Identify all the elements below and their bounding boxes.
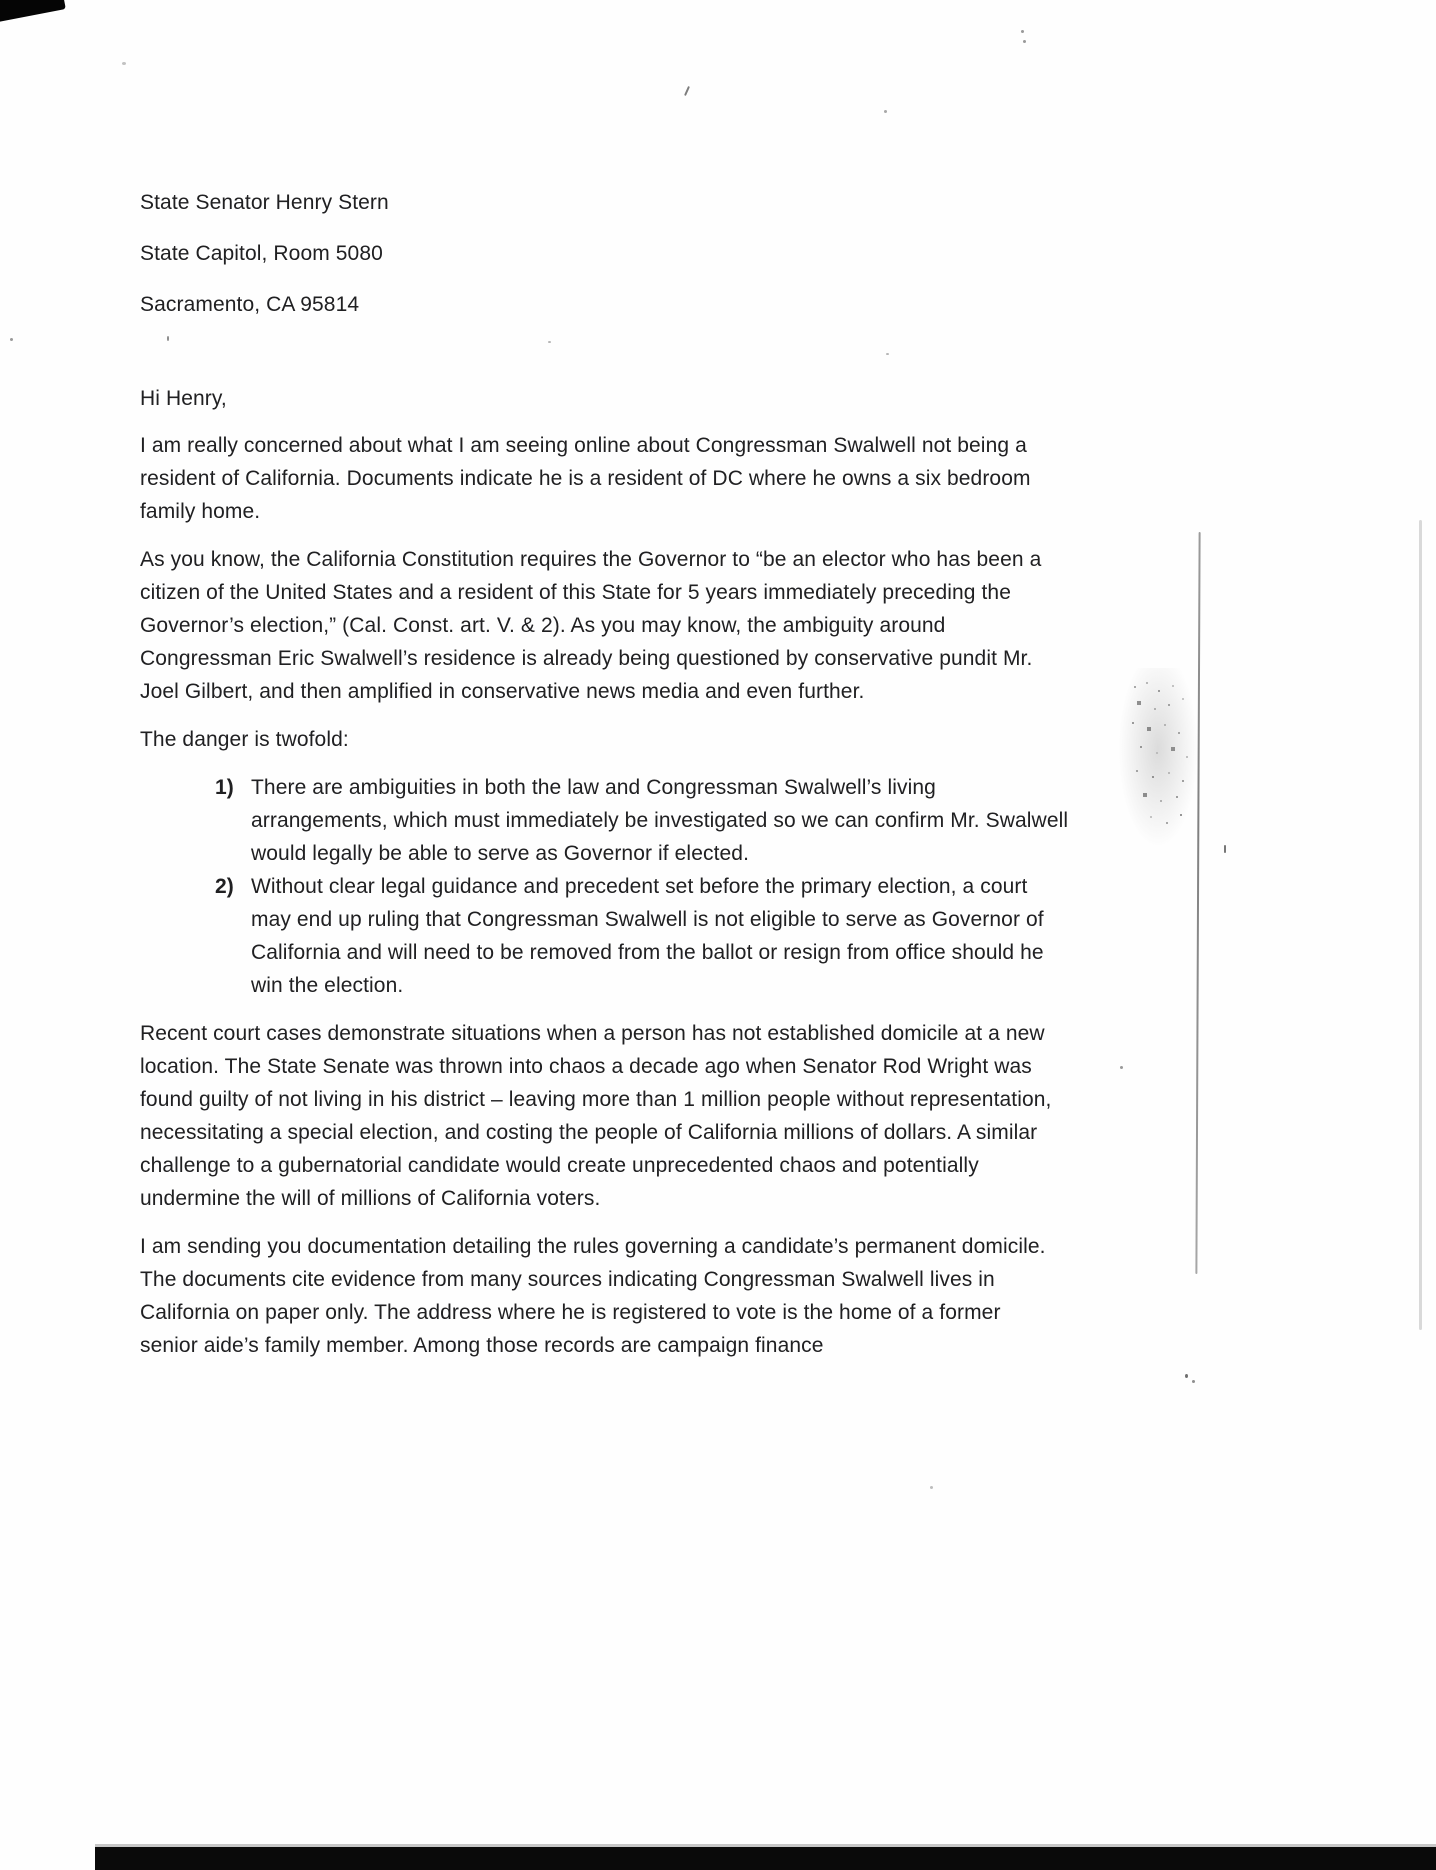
scan-noise-smudge: [1118, 668, 1198, 848]
scan-artifact-right-scratch: [1195, 532, 1200, 1274]
scan-speck: [122, 62, 126, 65]
recipient-name: State Senator Henry Stern: [140, 191, 389, 214]
list-item-1: [215, 771, 1070, 870]
list-item-2-text: Without clear legal guidance and precedent set before the primary election, a court may end up ruling that Congressman Swalwell is not eligible to serve as Governor of California and will need to be removed from the ballot or resign from office should he win the election.: [251, 875, 1044, 997]
scan-speck: [884, 110, 887, 113]
recipient-address-line: State Capitol, Room 5080: [140, 242, 383, 265]
scan-speck: [10, 338, 13, 341]
scan-speck: [1224, 845, 1226, 853]
scan-artifact-bottom-bar-shadow: [95, 1844, 1436, 1847]
scan-artifact-tick: [684, 86, 690, 96]
list-item-2: [215, 870, 1070, 1002]
scan-noise-dots: [1128, 678, 1130, 680]
recipient-city-state-zip: Sacramento, CA 95814: [140, 293, 360, 316]
scan-speck: [1120, 1066, 1123, 1069]
scan-speck: [1185, 1374, 1188, 1378]
scan-artifact-top-left-blob: [0, 0, 66, 23]
paragraph-court-cases: Recent court cases demonstrate situations when a person has not established domicile at a new location. The State Senate was thrown into chaos a decade ago when Senator Rod Wright was found guilty of not living in his district – leaving more than 1 million people without representation, necessitating a special election, and costing the people of California millions of dollars. A similar challenge to a gubernatorial candidate would create unprecedented chaos and potentially undermine the will of millions of California voters.: [140, 1022, 1052, 1210]
scan-speck: [1021, 30, 1024, 33]
paragraph-concern: I am really concerned about what I am seeing online about Congressman Swalwell not being a resident of California. Documents indicate he is a resident of DC where he owns a six bedroom family home.: [140, 434, 1031, 523]
scan-artifact-bottom-bar: [95, 1847, 1436, 1870]
letter-content: [140, 186, 1069, 1377]
list-item-1-text: There are ambiguities in both the law and Congressman Swalwell’s living arrangements, which must immediately be investigated so we can confirm Mr. Swalwell would legally be able to serve as Governor if elected.: [251, 776, 1069, 865]
list-item-1-marker: 1): [215, 776, 234, 799]
paragraph-constitution: As you know, the California Constitution requires the Governor to “be an elector who has been a citizen of the United States and a resident of this State for 5 years immediately preceding the Governor’s election,” (Cal. Const. art. V. & 2). As you may know, the ambiguity around Congressman Eric Swalwell’s residence is already being questioned by conservative pundit Mr. Joel Gilbert, and then amplified in conservative news media and even further.: [140, 548, 1042, 703]
numbered-list: [215, 771, 1070, 1002]
paragraph-documentation: I am sending you documentation detailing the rules governing a candidate’s permanent domicile. The documents cite evidence from many sources indicating Congressman Swalwell lives in California on paper only. The address where he is registered to vote is the home of a former senior aide’s family member. Among those records are campaign finance: [140, 1235, 1046, 1357]
list-item-2-marker: 2): [215, 875, 234, 898]
scan-speck: [1023, 40, 1026, 43]
scan-artifact-top-left-blob-2: [0, 0, 34, 12]
salutation: Hi Henry,: [140, 387, 227, 410]
scan-speck: [1192, 1380, 1195, 1383]
scan-speck: [930, 1486, 933, 1489]
scan-page-edge-line: [1419, 520, 1422, 1330]
recipient-address-block: [140, 186, 1062, 321]
paragraph-danger-intro: The danger is twofold:: [140, 728, 349, 751]
